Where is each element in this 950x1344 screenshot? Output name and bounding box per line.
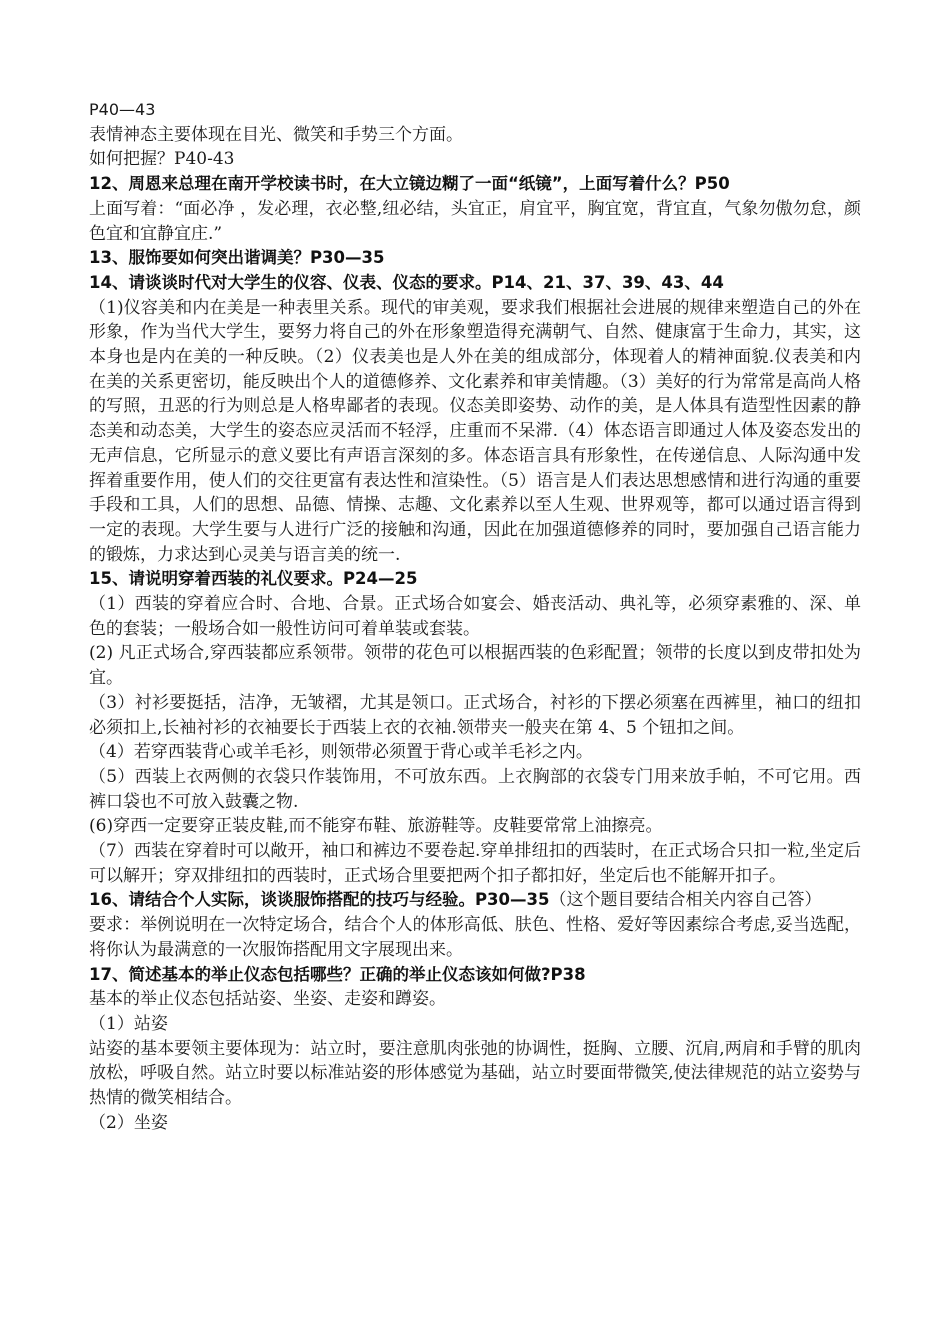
answer-15-item: （7）西装在穿着时可以敞开，袖口和裤边不要卷起.穿单排纽扣的西装时，在正式场合只扣一粒,坐定后可以解开；穿双排纽扣的西装时，正式场合里要把两个扣子都扣好，坐定后也不能解开扣子。 <box>89 841 861 886</box>
answer-12-text: 上面写着：“面必净 ，发必理，衣必整,纽必结，头宜正，肩宜平，胸宜宽，背宜直，气象勿傲勿怠，颜色宜和宜静宜庄.” <box>89 198 861 244</box>
answer-15-item: (6)穿西一定要穿正装皮鞋,而不能穿布鞋、旅游鞋等。皮鞋要常常上油擦亮。 <box>89 816 663 837</box>
page-reference: P40—43 <box>89 100 156 119</box>
answer-15-item: （5）西装上衣两侧的衣袋只作装饰用，不可放东西。上衣胸部的衣袋专门用来放手帕，不可它用。西裤口袋也不可放入鼓囊之物. <box>89 766 861 812</box>
question-13-heading: 13、服饰要如何突出谐调美？P30—35 <box>89 248 385 268</box>
answer-text: 如何把握？P40-43 <box>89 149 235 170</box>
answer-17-intro: 基本的举止仪态包括站姿、坐姿、走姿和蹲姿。 <box>89 989 446 1010</box>
answer-15-item: （3）衬衫要挺括，洁净，无皱褶，尤其是领口。正式场合，衬衫的下摆必须塞在西裤里，袖口的纽扣必须扣上,长袖衬衫的衣袖要长于西装上衣的衣袖.领带夹一般夹在第 4、5 个钮扣之间。 <box>89 692 861 738</box>
question-12-heading: 12、周恩来总理在南开学校读书时，在大立镜边糊了一面“纸镜”，上面写着什么？P50 <box>89 174 730 194</box>
question-17-heading: 17、简述基本的举止仪态包括哪些？正确的举止仪态该如何做?P38 <box>89 964 586 984</box>
document-page <box>89 98 861 1136</box>
question-16-note: （这个题目要结合相关内容自己答） <box>549 890 822 911</box>
answer-17-subheading: （1）站姿 <box>89 1014 168 1034</box>
question-16-title: 16、请结合个人实际，谈谈服饰搭配的技巧与经验。P30—35 <box>89 890 550 910</box>
answer-15-item: （4）若穿西装背心或羊毛衫，则领带必须置于背心或羊毛衫之内。 <box>89 742 593 763</box>
answer-16-text: 要求：举例说明在一次特定场合，结合个人的体形高低、肤色、性格、爱好等因素综合考虑,妥当选配，将你认为最满意的一次服饰搭配用文字展现出来。 <box>89 915 861 960</box>
question-14-heading: 14、请谈谈时代对大学生的仪容、仪表、仪态的要求。P14、21、37、39、43、44 <box>89 272 724 292</box>
answer-17-subheading: （2）坐姿 <box>89 1112 168 1133</box>
answer-text: 表情神态主要体现在目光、微笑和手势三个方面。 <box>89 124 463 145</box>
answer-14-text: （1)仪容美和内在美是一种表里关系。现代的审美观，要求我们根据社会进展的规律来塑造自己的外在形象，作为当代大学生，要努力将自己的外在形象塑造得充满朝气、自然、健康富于生命力，其实，这本身也是内在美的一种反映。（2）仪表美也是人外在美的组成部分，体现着人的精神面貌.仪表美和内在美的关系更密切，能反映出个人的道德修养、文化素养和审美情趣。（3）美好的行为常常是高尚人格的写照，丑恶的行为则总是人格卑鄙者的表现。仪态美即姿势、动作的美，是人体具有造型性因素的静态美和动态美，大学生的姿态应灵活而不轻浮，庄重而不呆滞.（4）体态语言即通过人体及姿态发出的无声信息，它所显示的意义要比有声语言深刻的多。体态语言具有形象性，在传递信息、人际沟通中发挥着重要作用，使人们的交往更富有表达性和渲染性。（5）语言是人们表达思想感情和进行沟通的重要手段和工具，人们的思想、品德、情操、志趣、文化素养以至人生观、世界观等，都可以通过语言得到一定的表现。大学生要与人进行广泛的接触和沟通，因此在加强道德修养的同时，要加强自己语言能力的锻炼，力求达到心灵美与语言美的统一. <box>89 297 861 565</box>
question-16-heading <box>89 888 861 913</box>
question-15-heading: 15、请说明穿着西装的礼仪要求。P24—25 <box>89 569 418 589</box>
answer-15-item: （1）西装的穿着应合时、合地、合景。正式场合如宴会、婚丧活动、典礼等，必须穿素雅的、深、单色的套装；一般场合如一般性访问可着单装或套装。 <box>89 594 861 639</box>
answer-15-item: (2) 凡正式场合,穿西装都应系领带。领带的花色可以根据西装的色彩配置；领带的长度以到皮带扣处为宜。 <box>89 643 861 689</box>
answer-17-standing-text: 站姿的基本要领主要体现为：站立时，要注意肌肉张弛的协调性，挺胸、立腰、沉肩,两肩和手臂的肌肉放松，呼吸自然。站立时要以标准站姿的形体感觉为基础，站立时要面带微笑,使法律规范的站立姿势与热情的微笑相结合。 <box>89 1038 861 1109</box>
